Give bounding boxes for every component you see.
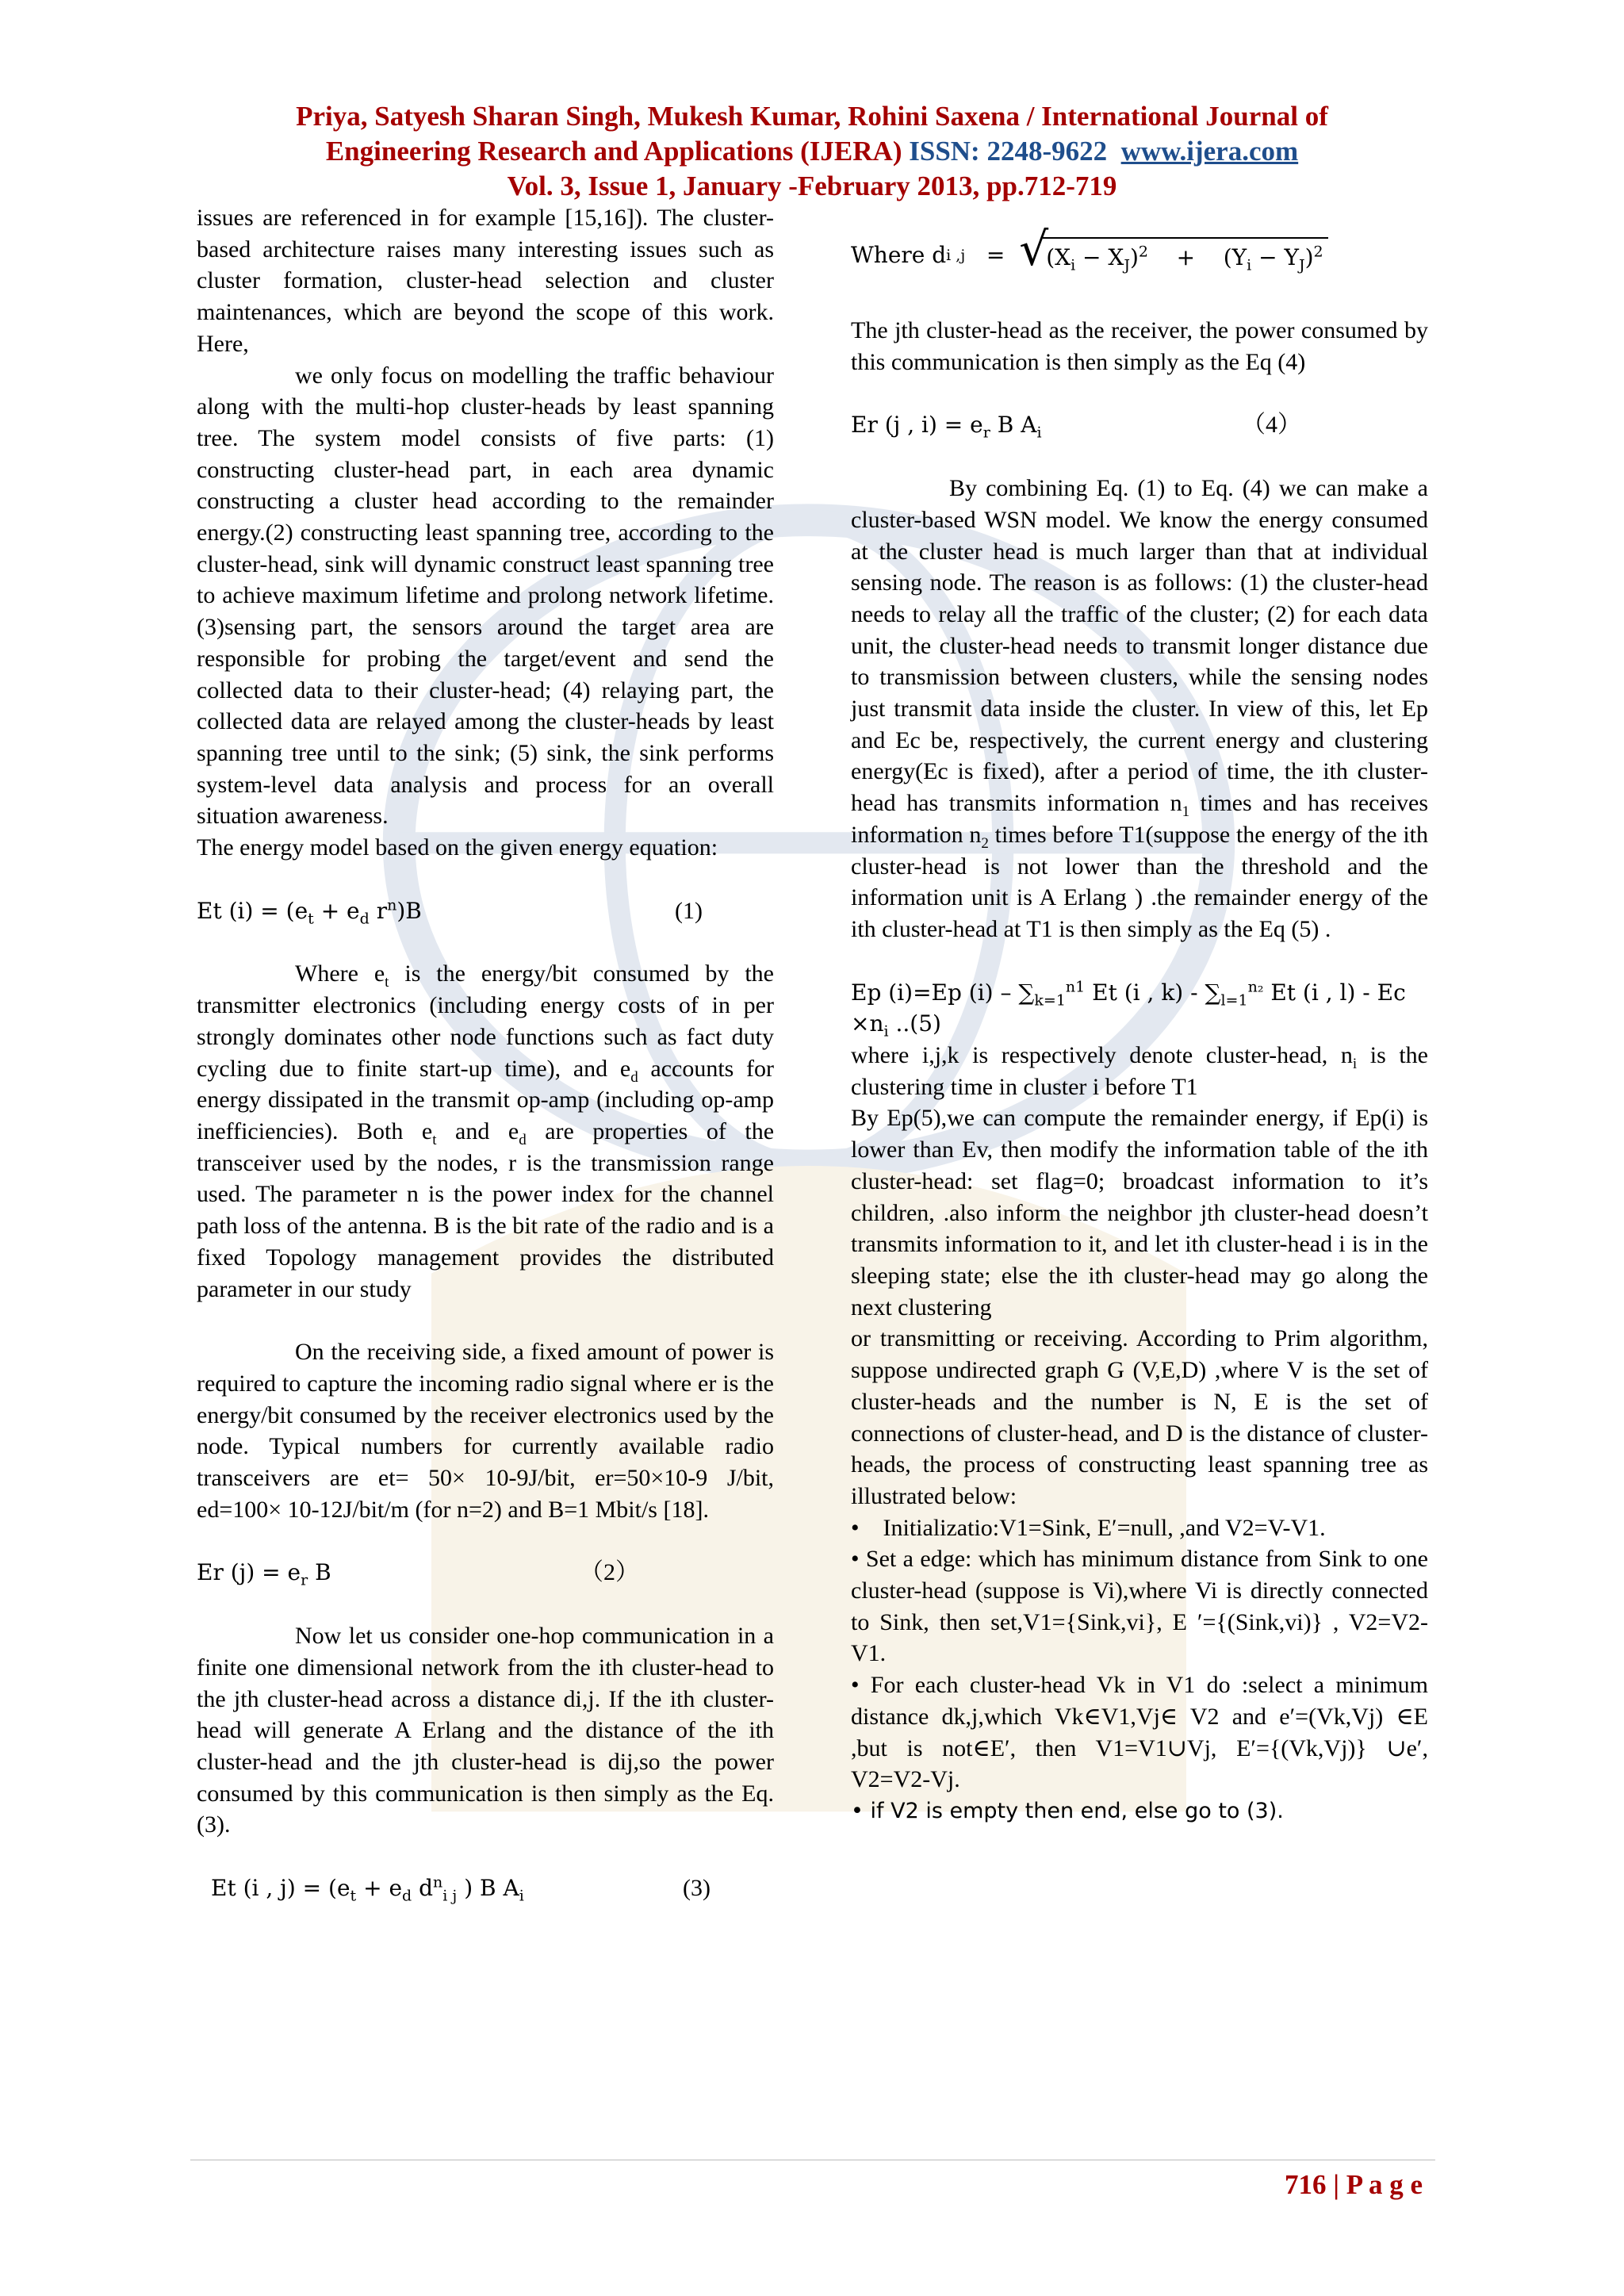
- equation-3-number: (3): [683, 1875, 710, 1902]
- left-paragraph-3: The energy model based on the given energy equation:: [197, 834, 718, 861]
- square-root: √ $(X_i - X_J)^2$ + $(Y_i - Y_J)^2$: [1019, 237, 1327, 274]
- bullet-end: • if V2 is empty then end, else go to (3).: [851, 1798, 1284, 1823]
- equation-5: Ep (i)=Ep $(i) - \sum_{k=1}^{n1}$ Et (i , $k) - \sum_{l=1}^{n_2}$ Et (i , l) - Ec $\times n_i$ ..(5): [851, 978, 1406, 1041]
- equation-3: Et (i , $j) = (e_t + e_d$ $d^n_{i j}$ ) B $A_i$ (3): [197, 1872, 774, 1904]
- bullet-initialization: • Initializatio:V1=Sink, E′=null, ,and V2=V-V1.: [851, 1514, 1326, 1541]
- left-paragraph-5: On the receiving side, a fixed amount of power is required to capture the incoming radio signal where er is the energy/bit consumed by the receiver electronics used by the node. Typical numbers for currently available radio transceivers are et= 50× 10-9J/bit, er=50×10-9 J/bit, ed=100× 10-12J/bit/m (for n=2) and B=1 Mbit/s [18].: [197, 1339, 774, 1523]
- header-url-link[interactable]: www.ijera.com: [1120, 136, 1299, 167]
- header-journal-line: [0, 134, 1624, 169]
- header-authors: Priya, Satyesh Sharan Singh, Mukesh Kumar, Rohini Saxena / International Journal of: [296, 101, 1328, 132]
- distance-equation: Where d i ,j = √ $(X_i - X_J)^2$ + $(Y_i - Y_J)^2$: [851, 223, 1428, 288]
- left-paragraph-4: Where $e_t$ is the energy/bit consumed by the transmitter electronics (including energy costs of in per strongly dominates other node functions such as fact duty cycling due to finite start-up time), and $e_d$ accounts for energy dissipated in the transmit op-amp (including op-amp inefficiencies). Both $e_t$ and $e_d$ are properties of the transceiver used by the nodes, r is the transmission range used. The parameter n is the power index for the channel path loss of the antenna. B is the bit rate of the radio and is a fixed Topology management provides the distributed parameter in our study: [197, 960, 775, 1302]
- bullet-set-edge: • Set a edge: which has minimum distance from Sink to one cluster-head (suppose is Vi),where Vi is directly connected to Sink, then set,V1={Sink,vi}, E ′={(Sink,vi)} , V2=V2-V1.: [851, 1546, 1428, 1667]
- page-number: 716 | P a g e: [1285, 2169, 1423, 2200]
- header-issn: ISSN: 2248-9622: [909, 136, 1108, 167]
- equation-4-number: （4）: [1242, 412, 1301, 439]
- bullet-for-each: • For each cluster-head Vk in V1 do :select a minimum distance dk,j,which Vk∈V1,Vj∈ V2 and e′=(Vk,Vj) ∈E ,but is not∈E′, then V1=V1∪Vj, E′={(Vk,Vj)} ∪e′, V2=V2-Vj.: [851, 1672, 1428, 1793]
- journal-header: [0, 99, 1624, 204]
- left-paragraph-1: issues are referenced in for example [15,16]). The cluster-based architecture raises many interesting issues such as cluster formation, cluster-head selection and cluster maintenances, which are beyond the scope of this work. Here,: [197, 205, 774, 357]
- left-column: [197, 202, 774, 1904]
- right-paragraph-4: By Ep(5),we can compute the remainder energy, if Ep(i) is lower than Ev, then modify the information table of the ith cluster-head: set flag=0; broadcast information to it’s children, .also inform the neighbor jth cluster-head doesn’t transmits information to it, and let ith cluster-head i is in the sleeping state; else the ith cluster-head may go along the next clustering: [851, 1105, 1428, 1320]
- header-journal: Engineering Research and Applications (IJERA): [325, 136, 902, 167]
- equation-4: Er (j , $i) = e_r$ B $A_i$ （4）: [851, 409, 1428, 441]
- right-paragraph-2: By combining Eq. (1) to Eq. (4) we can make a cluster-based WSN model. We know the energy consumed at the cluster head is much larger than that at individual sensing node. The reason is as follows: (1) the cluster-head needs to relay all the traffic of the cluster; (2) for each data unit, the cluster-head needs to transmit longer distance due to transmission between clusters, while the sensing nodes just transmit data inside the cluster. In view of this, let Ep and Ec be, respectively, the current energy and clustering energy(Ec is fixed), after a period of time, the ith cluster-head has transmits information $n_1$ times and has receives information $n_2$ times before T1(suppose the energy of the ith cluster-head is not lower than the threshold and the information unit is A Erlang ) .the remainder energy of the ith cluster-head at T1 is then simply as the Eq (5) .: [851, 475, 1428, 942]
- equation-1: Et $(i) = (e_t + e_d$ $r^n)B$ (1): [197, 895, 774, 927]
- right-paragraph-3: where i,j,k is respectively denote cluster-head, $n_i$ is the clustering time in cluster i before T1: [851, 1042, 1428, 1100]
- right-column: [851, 202, 1428, 1827]
- header-volume: Vol. 3, Issue 1, January -February 2013, pp.712-719: [507, 171, 1117, 201]
- right-paragraph-1: The jth cluster-head as the receiver, the power consumed by this communication is then simply as the Eq (4): [851, 317, 1428, 375]
- equation-2: Er $(j) = e_r$ B （2）: [197, 1557, 774, 1589]
- right-paragraph-5: or transmitting or receiving. According to Prim algorithm, suppose undirected graph G (V,E,D) ,where V is the set of cluster-heads and the number is N, E is the set of connections of cluster-head, and D is the distance of cluster-heads, the process of constructing least spanning tree as illustrated below:: [851, 1325, 1428, 1509]
- left-paragraph-2: we only focus on modelling the traffic behaviour along with the multi-hop cluster-heads by least spanning tree. The system model consists of five parts: (1) constructing cluster-head part, in each area dynamic constructing a cluster head according to the remainder energy.(2) constructing least spanning tree, according to the cluster-head, sink will dynamic construct least spanning tree to achieve maximum lifetime and prolong network lifetime.(3)sensing part, the sensors around the target area are responsible for probing the target/event and send the collected data to their cluster-head; (4) relaying part, the collected data are relayed among the cluster-heads by least spanning tree until to the sink; (5) sink, the sink performs system-level data analysis and process for an overall situation awareness.: [197, 362, 774, 830]
- left-paragraph-6: Now let us consider one-hop communication in a finite one dimensional network from the ith cluster-head to the jth cluster-head across a distance di,j. If the ith cluster-head will generate A Erlang and the distance of the ith cluster-head and the jth cluster-head is dij,so the power consumed by this communication is then simply as the Eq. (3).: [197, 1623, 774, 1838]
- equation-2-number: （2）: [580, 1559, 639, 1586]
- equation-1-number: (1): [675, 897, 703, 924]
